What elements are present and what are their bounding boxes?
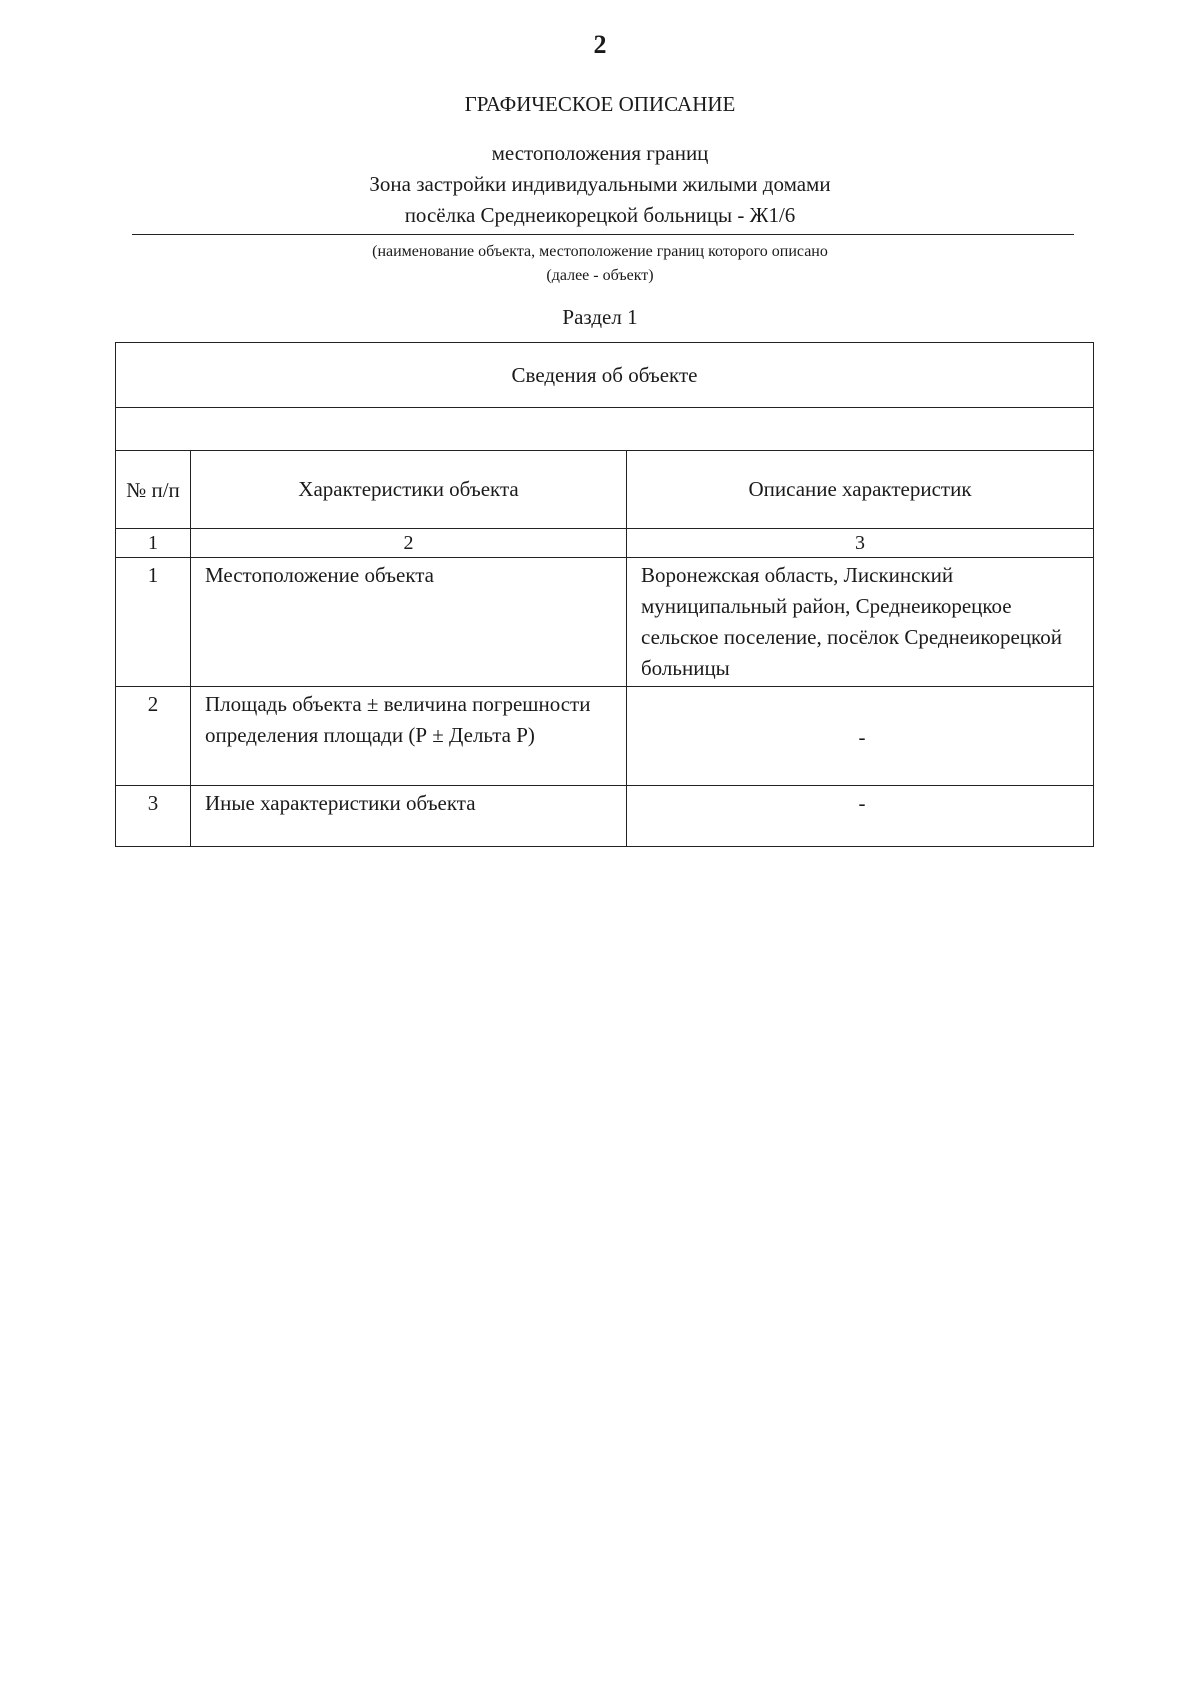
row-characteristic: Местоположение объекта: [191, 558, 627, 687]
page-number: 2: [593, 30, 607, 59]
column-number-row: [116, 529, 1094, 558]
column-number: 1: [116, 529, 191, 558]
title-underline: [132, 234, 1074, 235]
row-number: 1: [116, 558, 191, 687]
row-number: 2: [116, 687, 191, 786]
caption-line-1: (наименование объекта, местоположение границ которого описано: [372, 243, 828, 260]
row-description: -: [627, 687, 1094, 786]
column-number: 2: [191, 529, 627, 558]
caption-line-2: (далее - объект): [546, 267, 654, 284]
document-subtitle: [0, 138, 1200, 231]
column-number: 3: [627, 529, 1094, 558]
table-row: [116, 786, 1094, 847]
subtitle-line-2: Зона застройки индивидуальными жилыми домами: [369, 172, 831, 196]
table-row: [116, 687, 1094, 786]
object-info-table: [115, 342, 1094, 847]
header-description: Описание характеристик: [627, 451, 1094, 529]
header-characteristics: Характеристики объекта: [191, 451, 627, 529]
document-title: ГРАФИЧЕСКОЕ ОПИСАНИЕ: [464, 92, 736, 116]
subtitle-line-3: посёлка Среднеикорецкой больницы - Ж1/6: [404, 203, 796, 227]
header-num: № п/п: [116, 451, 191, 529]
table-header-row: [116, 451, 1094, 529]
table-empty-row: [116, 408, 1094, 451]
table-title-row: [116, 343, 1094, 408]
table-title: Сведения об объекте: [116, 343, 1094, 408]
object-caption: [0, 240, 1200, 288]
row-number: 3: [116, 786, 191, 847]
section-label: Раздел 1: [562, 305, 638, 329]
row-characteristic: Иные характеристики объекта: [191, 786, 627, 847]
row-characteristic: Площадь объекта ± величина погрешности определения площади (Р ± Дельта Р): [191, 687, 627, 786]
row-description: -: [627, 786, 1094, 847]
subtitle-line-1: местоположения границ: [491, 141, 709, 165]
table-row: [116, 558, 1094, 687]
table-empty-cell: [116, 408, 1094, 451]
row-description: Воронежская область, Лискинский муниципальный район, Среднеикорецкое сельское поселение, посёлок Среднеикорецкой больницы: [627, 558, 1094, 687]
